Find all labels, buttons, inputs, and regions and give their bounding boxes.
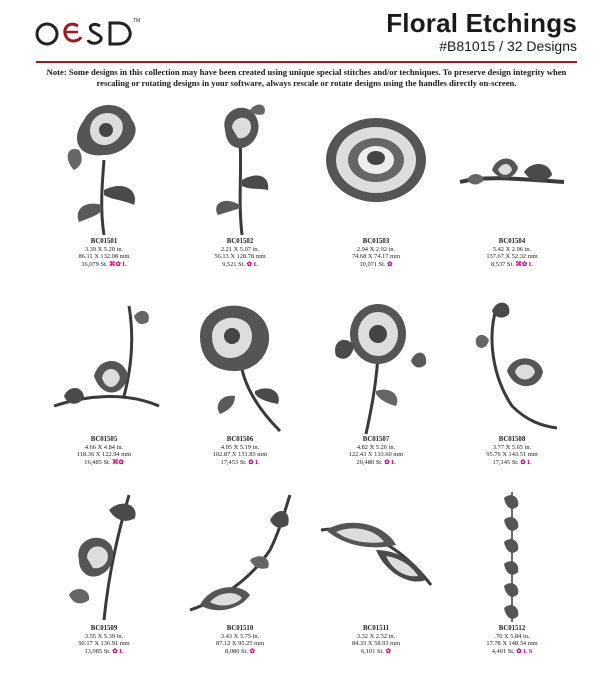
design-card[interactable]	[308, 296, 444, 466]
design-size-inches: 5.42 X 2.06 in.	[492, 245, 532, 253]
design-card[interactable]	[36, 490, 172, 655]
stitch-count: 8,537 St.	[490, 260, 514, 268]
design-code: BC01506	[226, 436, 254, 443]
header-divider	[36, 61, 577, 63]
design-size-inches: 3.32 X 2.32 in.	[356, 632, 396, 640]
stitch-count: 16,079 St.	[81, 260, 108, 268]
collection-title: Floral Etchings	[386, 8, 577, 38]
design-code: BC01507	[362, 436, 390, 443]
design-code: BC01511	[362, 625, 390, 632]
design-card[interactable]	[308, 100, 444, 268]
stitch-count: 10,071 St.	[359, 260, 386, 268]
collection-subtitle: #B81015 / 32 Designs	[439, 38, 577, 54]
floral-design-image	[180, 296, 300, 436]
design-size-mm: 122.43 X 133.60 mm	[348, 451, 404, 459]
design-card[interactable]	[172, 100, 308, 268]
design-code: BC01509	[90, 625, 118, 632]
design-size-inches: 3.55 X 5.39 in.	[84, 632, 124, 640]
design-card[interactable]	[308, 490, 444, 655]
stitch-count: 17,145 St.	[492, 458, 519, 466]
design-size-inches: 4.66 X 4.84 in.	[84, 443, 124, 451]
design-code: BC01508	[498, 436, 526, 443]
technique-icons: ✿ L	[112, 647, 124, 655]
design-code: BC01512	[498, 625, 526, 632]
page-header	[0, 0, 613, 62]
design-size-inches: 4.05 X 5.19 in.	[220, 443, 260, 451]
floral-design-image	[54, 100, 154, 238]
design-grid	[36, 100, 580, 680]
floral-design-image	[492, 490, 532, 625]
design-card[interactable]	[444, 490, 580, 655]
floral-design-image	[49, 490, 159, 625]
design-size-inches: 2.21 X 5.07 in.	[220, 245, 260, 253]
design-size-inches: 2.94 X 2.92 in.	[356, 245, 396, 253]
stitch-count: 20,480 St.	[356, 458, 383, 466]
svg-text:TM: TM	[133, 18, 141, 24]
design-size-mm: 87.12 X 95.25 mm	[215, 640, 265, 648]
technique-icons: ✿ L	[246, 260, 258, 268]
design-card[interactable]	[172, 296, 308, 466]
floral-design-image	[457, 296, 567, 436]
technique-icons: ✿ L S	[516, 647, 533, 655]
floral-design-image	[321, 100, 431, 238]
design-size-mm: 56.13 X 128.78 mm	[214, 253, 266, 261]
design-size-mm: 95.76 X 143.51 mm	[486, 451, 538, 459]
design-code: BC01502	[226, 238, 254, 245]
oesd-logo	[34, 10, 144, 52]
design-size-inches: 3.77 X 5.65 in.	[492, 443, 532, 451]
design-code: BC01505	[90, 436, 118, 443]
technique-icons: ⌘✿	[111, 458, 124, 466]
design-code: BC01501	[90, 238, 118, 245]
floral-design-image	[180, 490, 300, 625]
floral-design-image	[452, 100, 572, 238]
technique-icons: ✿	[387, 260, 393, 268]
technique-icons: ✿	[249, 647, 255, 655]
design-card[interactable]	[36, 296, 172, 466]
design-size-mm: 17.78 X 148.34 mm	[486, 640, 538, 648]
design-size-mm: 74.68 X 74.17 mm	[351, 253, 401, 261]
design-size-mm: 102.87 X 131.83 mm	[212, 451, 268, 459]
design-size-mm: 137.67 X 52.32 mm	[486, 253, 538, 261]
design-size-inches: .70 X 5.84 in.	[494, 632, 530, 640]
design-size-inches: 3.43 X 3.75 in.	[220, 632, 260, 640]
technique-icons: ✿ L	[248, 458, 260, 466]
stitch-count: 6,101 St.	[361, 647, 384, 655]
design-size-mm: 118.36 X 122.94 mm	[76, 451, 132, 459]
stitch-count: 16,485 St.	[84, 458, 111, 466]
design-size-mm: 84.33 X 58.93 mm	[351, 640, 401, 648]
stitch-count: 17,453 St.	[220, 458, 247, 466]
design-size-mm: 90.17 X 136.91 mm	[78, 640, 130, 648]
technique-icons: ⌘✿ L	[515, 260, 534, 268]
floral-design-image	[316, 490, 436, 625]
floral-design-image	[316, 296, 436, 436]
design-card[interactable]	[172, 490, 308, 655]
design-note: Note: Some designs in this collection may have been created using unique special stitches and/or techniques. To preserve design integrity when rescaling or rotating designs in your software, always rescale or rotate designs using the handles directly on-screen.	[46, 67, 567, 88]
technique-icons: ✿ L	[520, 458, 532, 466]
stitch-count: 4,401 St.	[491, 647, 515, 655]
design-code: BC01510	[226, 625, 254, 632]
design-size-inches: 4.82 X 5.26 in.	[356, 443, 396, 451]
stitch-count: 13,085 St.	[84, 647, 111, 655]
floral-design-image	[190, 100, 290, 238]
design-code: BC01503	[362, 238, 390, 245]
design-card[interactable]	[444, 100, 580, 268]
stitch-count: 9,521 St.	[222, 260, 246, 268]
floral-design-image	[44, 296, 164, 436]
design-size-inches: 3.39 X 5.20 in.	[84, 245, 124, 253]
technique-icons: ✿ L	[384, 458, 396, 466]
technique-icons: ✿	[385, 647, 391, 655]
design-code: BC01504	[498, 238, 526, 245]
technique-icons: ⌘✿ L	[109, 260, 127, 268]
stitch-count: 8,080 St.	[225, 647, 248, 655]
design-card[interactable]	[36, 100, 172, 268]
design-card[interactable]	[444, 296, 580, 466]
design-size-mm: 86.11 X 132.08 mm	[78, 253, 130, 261]
